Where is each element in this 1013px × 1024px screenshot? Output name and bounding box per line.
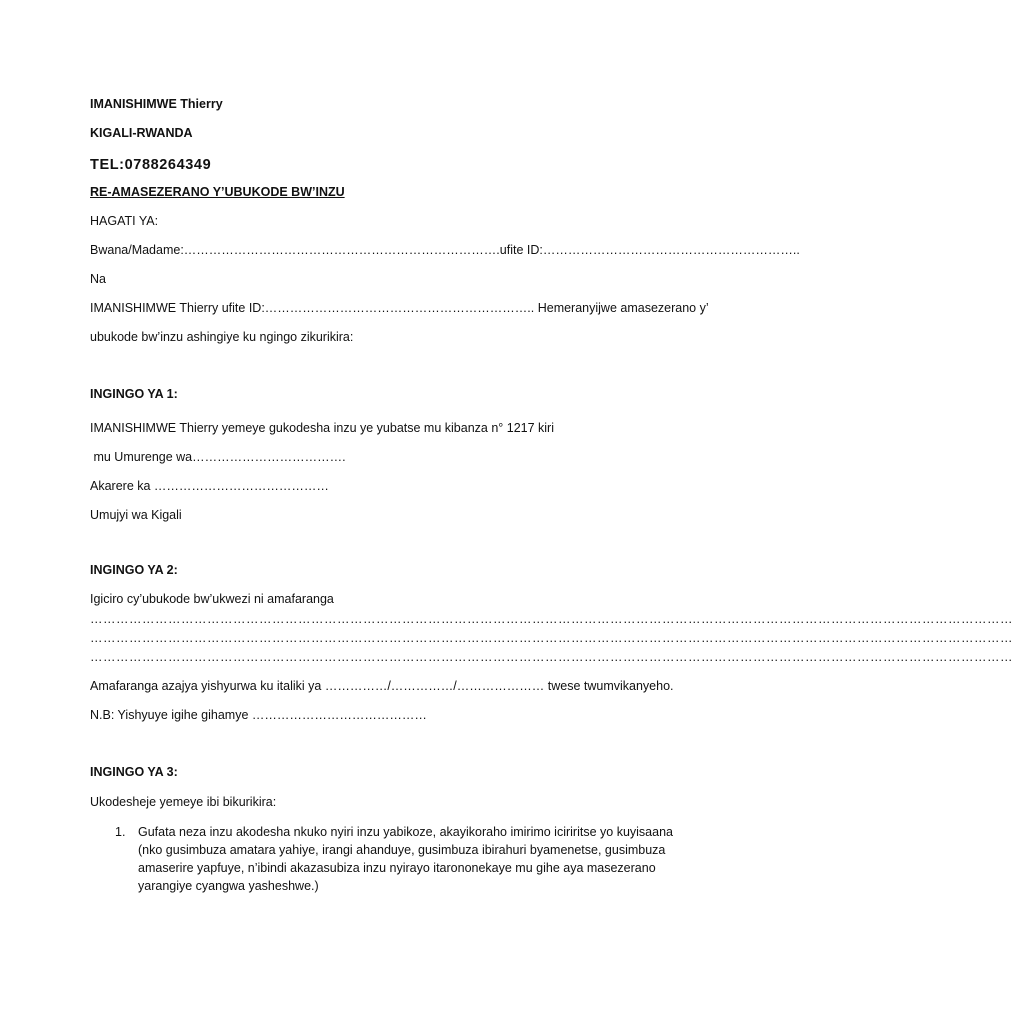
list-item-number: 1.: [115, 825, 126, 839]
landlord-phone: TEL:0788264349: [90, 157, 212, 173]
article-3-heading: INGINGO YA 3:: [90, 765, 178, 779]
article-2-line-1: Igiciro cy’ubukode bw’ukwezi ni amafaranga: [90, 592, 334, 606]
list-item-text: Gufata neza inzu akodesha nkuko nyiri inzu yabikoze, akayikoraho imirimo iciriritse yo kuyisaana (nko gusimbuza amatara yahiye, irangi ahanduye, gusimbuza ibirahuri byamenetse, gusimbuza amaserire yapfuye, n’ibindi akazasubiza inzu nyirayo itarononekaye mu gihe aya masezerano yarangiye cyangwa yasheshwe.): [138, 825, 673, 893]
conjunction-na: Na: [90, 272, 106, 286]
article-2-blank-2: ……………………………………………………………………………………………………………………………………………………………………………………………: [90, 631, 1013, 645]
article-1-line-2: mu Umurenge wa……………………………….: [90, 450, 346, 464]
article-2-blank-1: ……………………………………………………………………………………………………………………………………………………………………………………………: [90, 612, 1013, 626]
article-1-line-4: Umujyi wa Kigali: [90, 508, 182, 522]
article-2-blank-3: ……………………………………………………………………………………………………………………………………………………………………………………………: [90, 650, 1013, 664]
article-1-heading: INGINGO YA 1:: [90, 387, 178, 401]
article-1-line-3: Akarere ka ……………………………………: [90, 479, 329, 493]
article-2-payment-date: Amafaranga azajya yishyurwa ku italiki ya ……………/……………/………………… twese twumvikanyeho.: [90, 679, 674, 693]
agreement-intro: ubukode bw’inzu ashingiye ku ngingo zikurikira:: [90, 330, 354, 344]
article-2-heading: INGINGO YA 2:: [90, 563, 178, 577]
landlord-address: KIGALI-RWANDA: [90, 126, 193, 140]
landlord-name: IMANISHIMWE Thierry: [90, 97, 223, 111]
article-3-intro: Ukodesheje yemeye ibi bikurikira:: [90, 795, 277, 809]
parties-label: HAGATI YA:: [90, 214, 159, 228]
tenant-line: Bwana/Madame:………………………………………………………………….ufite ID:……………………………………………………..: [90, 243, 800, 257]
article-1-line-1: IMANISHIMWE Thierry yemeye gukodesha inzu ye yubatse mu kibanza n° 1217 kiri: [90, 421, 554, 435]
document-title: RE-AMASEZERANO Y’UBUKODE BW’INZU: [90, 185, 345, 199]
landlord-id-line: IMANISHIMWE Thierry ufite ID:……………………………………………………….. Hemeranyijwe amasezerano y’: [90, 301, 709, 315]
article-2-note: N.B: Yishyuye igihe gihamye ……………………………………: [90, 708, 427, 722]
